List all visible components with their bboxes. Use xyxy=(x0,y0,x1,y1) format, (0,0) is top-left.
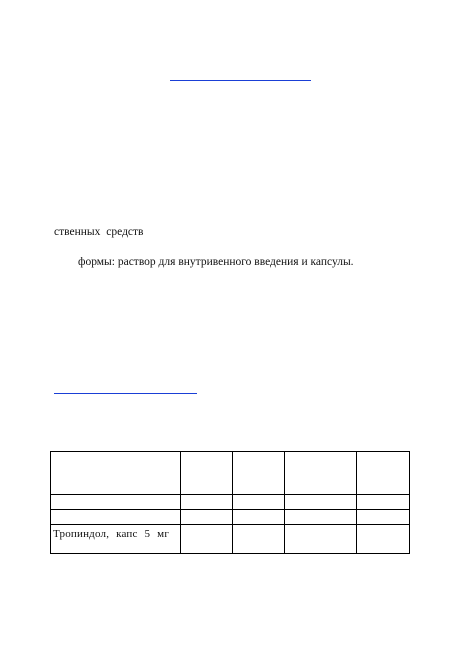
table-row xyxy=(51,495,410,510)
table-cell xyxy=(181,525,233,554)
table-cell xyxy=(357,510,410,525)
table-header-row xyxy=(51,452,410,495)
table-cell xyxy=(181,495,233,510)
table-cell-drug-name xyxy=(51,525,181,554)
table-cell xyxy=(51,510,181,525)
table-cell xyxy=(285,495,357,510)
table-cell xyxy=(233,510,285,525)
table-cell xyxy=(51,452,181,495)
table-cell xyxy=(181,452,233,495)
hyperlink-underline-bottom[interactable] xyxy=(54,393,197,394)
table-cell xyxy=(181,510,233,525)
text-line-dosage-forms: формы: раствор для внутривенного введения и капсулы. xyxy=(78,256,354,268)
table-cell xyxy=(51,495,181,510)
table-cell xyxy=(233,452,285,495)
table-cell xyxy=(357,525,410,554)
table-cell xyxy=(233,495,285,510)
table-cell xyxy=(285,510,357,525)
drug-name-text: Тропиндол, капс 5 мг xyxy=(53,528,170,540)
drug-table xyxy=(50,451,410,554)
table-cell xyxy=(233,525,285,554)
table-cell xyxy=(357,495,410,510)
table-row-tropindol xyxy=(51,525,410,554)
table-cell xyxy=(357,452,410,495)
table-cell xyxy=(285,452,357,495)
table-row xyxy=(51,510,410,525)
table-cell xyxy=(285,525,357,554)
hyperlink-underline-top[interactable] xyxy=(170,80,311,81)
text-line-substances: ственных средств xyxy=(54,226,144,238)
